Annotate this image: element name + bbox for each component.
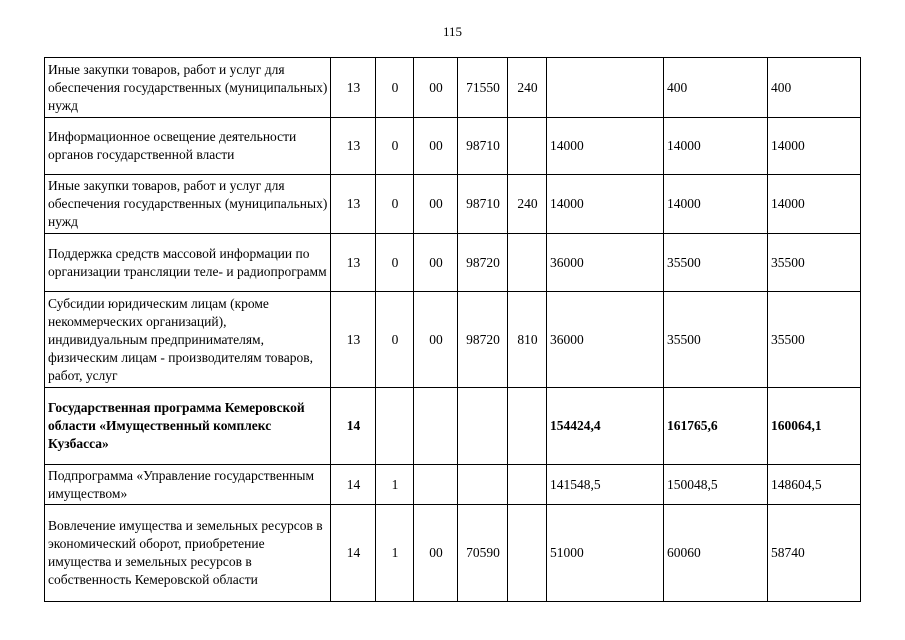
amount-year-2: 14000 [664, 175, 768, 234]
direction-code: 71550 [458, 58, 508, 118]
direction-code: 98720 [458, 292, 508, 388]
amount-year-3: 14000 [768, 175, 861, 234]
amount-year-3: 58740 [768, 505, 861, 602]
amount-year-2: 161765,6 [664, 388, 768, 465]
amount-year-1: 14000 [547, 175, 664, 234]
expense-type-code: 810 [508, 292, 547, 388]
row-name: Вовлечение имущества и земельных ресурсов в экономический оборот, приобретение имущества и земельных ресурсов в собственность Кемеровской области [45, 505, 331, 602]
table-row [45, 118, 861, 175]
amount-year-2: 35500 [664, 234, 768, 292]
amount-year-1: 51000 [547, 505, 664, 602]
row-name: Информационное освещение деятельности органов государственной власти [45, 118, 331, 175]
amount-year-1: 14000 [547, 118, 664, 175]
program-code: 00 [414, 292, 458, 388]
program-code: 00 [414, 118, 458, 175]
amount-year-1: 36000 [547, 234, 664, 292]
program-code: 00 [414, 175, 458, 234]
budget-table [44, 57, 861, 602]
amount-year-3: 35500 [768, 234, 861, 292]
program-code [414, 465, 458, 505]
table-row [45, 58, 861, 118]
amount-year-1 [547, 58, 664, 118]
section-code: 13 [331, 118, 376, 175]
table-row [45, 292, 861, 388]
amount-year-1: 36000 [547, 292, 664, 388]
amount-year-1: 141548,5 [547, 465, 664, 505]
table-row [45, 465, 861, 505]
expense-type-code: 240 [508, 58, 547, 118]
amount-year-2: 150048,5 [664, 465, 768, 505]
table-row [45, 234, 861, 292]
subsection-code: 0 [376, 292, 414, 388]
program-code [414, 388, 458, 465]
direction-code: 98720 [458, 234, 508, 292]
direction-code: 98710 [458, 118, 508, 175]
direction-code: 70590 [458, 505, 508, 602]
program-code: 00 [414, 234, 458, 292]
program-code: 00 [414, 505, 458, 602]
row-name: Субсидии юридическим лицам (кроме некоммерческих организаций), индивидуальным предпринимателям, физическим лицам - производителям товаров, работ, услуг [45, 292, 331, 388]
section-code: 14 [331, 465, 376, 505]
direction-code: 98710 [458, 175, 508, 234]
amount-year-2: 35500 [664, 292, 768, 388]
table-row-program-total [45, 388, 861, 465]
section-code: 14 [331, 388, 376, 465]
expense-type-code [508, 505, 547, 602]
direction-code [458, 465, 508, 505]
expense-type-code [508, 234, 547, 292]
page-number: 115 [442, 24, 463, 39]
subsection-code: 0 [376, 118, 414, 175]
amount-year-3: 14000 [768, 118, 861, 175]
expense-type-code [508, 118, 547, 175]
amount-year-2: 14000 [664, 118, 768, 175]
amount-year-3: 400 [768, 58, 861, 118]
subsection-code: 1 [376, 505, 414, 602]
program-code: 00 [414, 58, 458, 118]
subsection-code: 0 [376, 175, 414, 234]
amount-year-1: 154424,4 [547, 388, 664, 465]
section-code: 13 [331, 175, 376, 234]
amount-year-2: 400 [664, 58, 768, 118]
section-code: 13 [331, 292, 376, 388]
section-code: 14 [331, 505, 376, 602]
section-code: 13 [331, 234, 376, 292]
row-name: Иные закупки товаров, работ и услуг для обеспечения государственных (муниципальных) нужд [45, 58, 331, 118]
direction-code [458, 388, 508, 465]
expense-type-code [508, 465, 547, 505]
amount-year-3: 35500 [768, 292, 861, 388]
amount-year-3: 160064,1 [768, 388, 861, 465]
row-name: Подпрограмма «Управление государственным имуществом» [45, 465, 331, 505]
subsection-code: 0 [376, 234, 414, 292]
table-row [45, 505, 861, 602]
subsection-code: 0 [376, 58, 414, 118]
expense-type-code: 240 [508, 175, 547, 234]
expense-type-code [508, 388, 547, 465]
row-name: Иные закупки товаров, работ и услуг для обеспечения государственных (муниципальных) нужд [45, 175, 331, 234]
section-code: 13 [331, 58, 376, 118]
amount-year-3: 148604,5 [768, 465, 861, 505]
subsection-code: 1 [376, 465, 414, 505]
row-name: Поддержка средств массовой информации по организации трансляции теле- и радиопрограмм [45, 234, 331, 292]
row-name: Государственная программа Кемеровской области «Имущественный комплекс Кузбасса» [45, 388, 331, 465]
amount-year-2: 60060 [664, 505, 768, 602]
subsection-code [376, 388, 414, 465]
table-row [45, 175, 861, 234]
